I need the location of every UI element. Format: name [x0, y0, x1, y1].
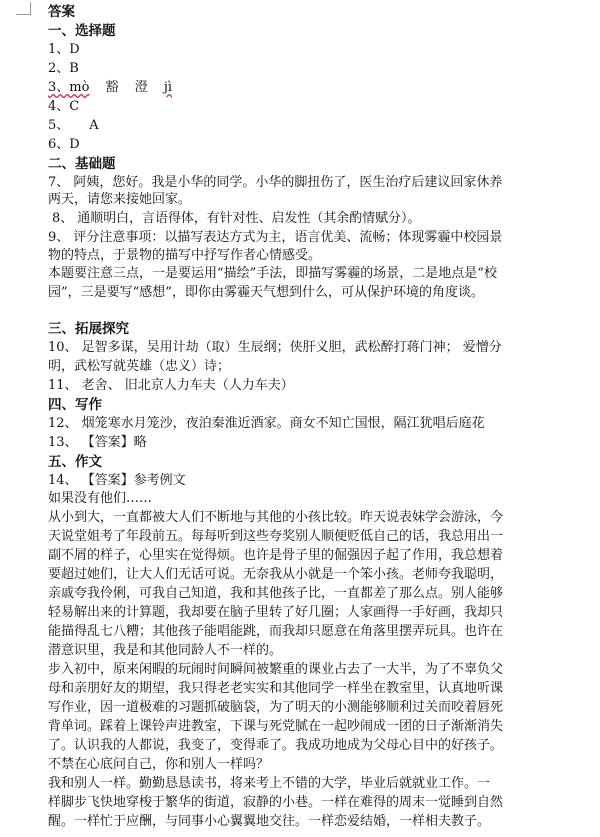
section-heading-choice: 一、选择题	[48, 23, 116, 39]
list-item: 2、B	[48, 61, 79, 76]
essay-line: 亲戚夸我伶俐，可我自己知道，我和其他孩子比，一直都差了那么点。别人能够	[48, 586, 504, 601]
list-item: 4、C	[48, 99, 80, 114]
document-title: 答案	[48, 4, 75, 20]
section-heading-expand: 三、拓展探究	[48, 321, 129, 337]
item-3-char-1: 豁	[105, 80, 119, 95]
text-line: 物的特点，于景物的描写中抒写作者心情感受。	[48, 248, 322, 263]
essay-line: 我和别人一样。勤勤恳恳读书，将来考上不错的大学，毕业后就就业工作。一	[48, 776, 491, 791]
essay-line: 不禁在心底问自己，你和别人一样吗？	[48, 757, 270, 772]
text-line: 13、 【答案】略	[48, 435, 147, 450]
section-heading-writing: 四、写作	[48, 397, 102, 413]
text-line: 两天，请您来接她回家。	[48, 192, 192, 207]
text-line: 10、 足智多谋，吴用计劫（取）生辰纲；侠肝义胆，武松醉打蒋门神； 爱憎分	[48, 340, 502, 355]
text-line: 明，武松写就英雄（忠义）诗；	[48, 359, 231, 374]
item-5-label: 5、	[48, 118, 70, 133]
item-3-pinyin-2: jì	[163, 80, 173, 95]
list-item	[48, 118, 594, 134]
essay-line: 醒。一样忙于应酬，与同事小心翼翼地交往。一样恋爱结婚，一样相夫教子。	[48, 814, 491, 829]
essay-title: 如果没有他们……	[48, 491, 153, 506]
item-3-pinyin: 3、mò	[48, 80, 90, 95]
section-heading-basic: 二、基础题	[48, 156, 116, 172]
text-line: 8、 通顺明白，言语得体，有针对性、启发性（其余酌情赋分）。	[52, 211, 421, 226]
text-line: 9、 评分注意事项：以描写表达方式为主，语言优美、流畅；体现雾霾中校园景	[48, 230, 503, 245]
page-corner-mark	[16, 2, 31, 15]
essay-line: 要超过她们，让大人们无话可说。无奈我从小就是一个笨小孩。老师夸我聪明，	[48, 567, 504, 582]
list-item: 6、D	[48, 137, 80, 152]
text-line: 7、 阿姨，您好。我是小华的同学。小华的脚扭伤了，医生治疗后建议回家休养	[48, 175, 503, 190]
text-line: 园”，三是要写“感想”，即你由雾霾天气想到什么，可从保护环境的角度谈。	[48, 285, 484, 300]
item-3-char-2: 澄	[134, 80, 148, 95]
text-line: 本题要注意三点，一是要运用“描绘”手法，即描写雾霾的场景，二是地点是“校	[48, 266, 497, 281]
essay-line: 背单词。踩着上课铃声进教室，下课与死党腻在一起吵闹成一团的日子渐渐消失	[48, 719, 504, 734]
section-heading-essay: 五、作文	[48, 454, 102, 470]
essay-line: 从小到大，一直都被大人们不断地与其他的小孩比较。昨天说表妹学会游泳，今	[48, 510, 504, 525]
essay-line: 副不屑的样子，心里实在觉得烦。也许是骨子里的倔强因子起了作用，我总想着	[48, 548, 504, 563]
essay-line: 轻易解出来的计算题，我却要在脑子里转了好几圈；人家画得一手好画，我却只	[48, 605, 504, 620]
essay-line: 能描得乱七八糟；其他孩子能唱能跳，而我却只愿意在角落里摆弄玩具。也许在	[48, 624, 504, 639]
list-item	[48, 80, 594, 96]
text-line: 12、 烟笼寒水月笼沙，夜泊秦淮近酒家。商女不知亡国恨，隔江犹唱后庭花	[48, 416, 485, 431]
text-line: 11、 老舍、 旧北京人力车夫（人力车夫）	[48, 378, 294, 393]
essay-line: 写作业，因一道极难的习题抓破脑袋，为了明天的小测能够顺利过关而咬着唇死	[48, 700, 504, 715]
essay-line: 天说堂姐考了年段前五。每每听到这些夸奖别人顺便贬低自己的话，我总用出一	[48, 529, 504, 544]
essay-line: 了。认识我的人都说，我变了，变得乖了。我成功地成为父母心目中的好孩子。	[48, 738, 504, 753]
text-line: 14、 【答案】参考例文	[48, 473, 186, 488]
item-5-answer: A	[89, 118, 99, 133]
essay-line: 母和亲朋好友的期望，我只得老老实实和其他同学一样坐在教室里，认真地听课	[48, 681, 504, 696]
essay-line: 样脚步飞快地穿梭于繁华的街道，寂静的小巷。一样在难得的周末一觉睡到自然	[48, 795, 504, 810]
list-item: 1、D	[48, 42, 80, 57]
essay-line: 潜意识里，我是和其他同龄人不一样的。	[48, 643, 283, 658]
essay-line: 步入初中，原来闲暇的玩闹时间瞬间被繁重的课业占去了一大半，为了不辜负父	[48, 662, 504, 677]
